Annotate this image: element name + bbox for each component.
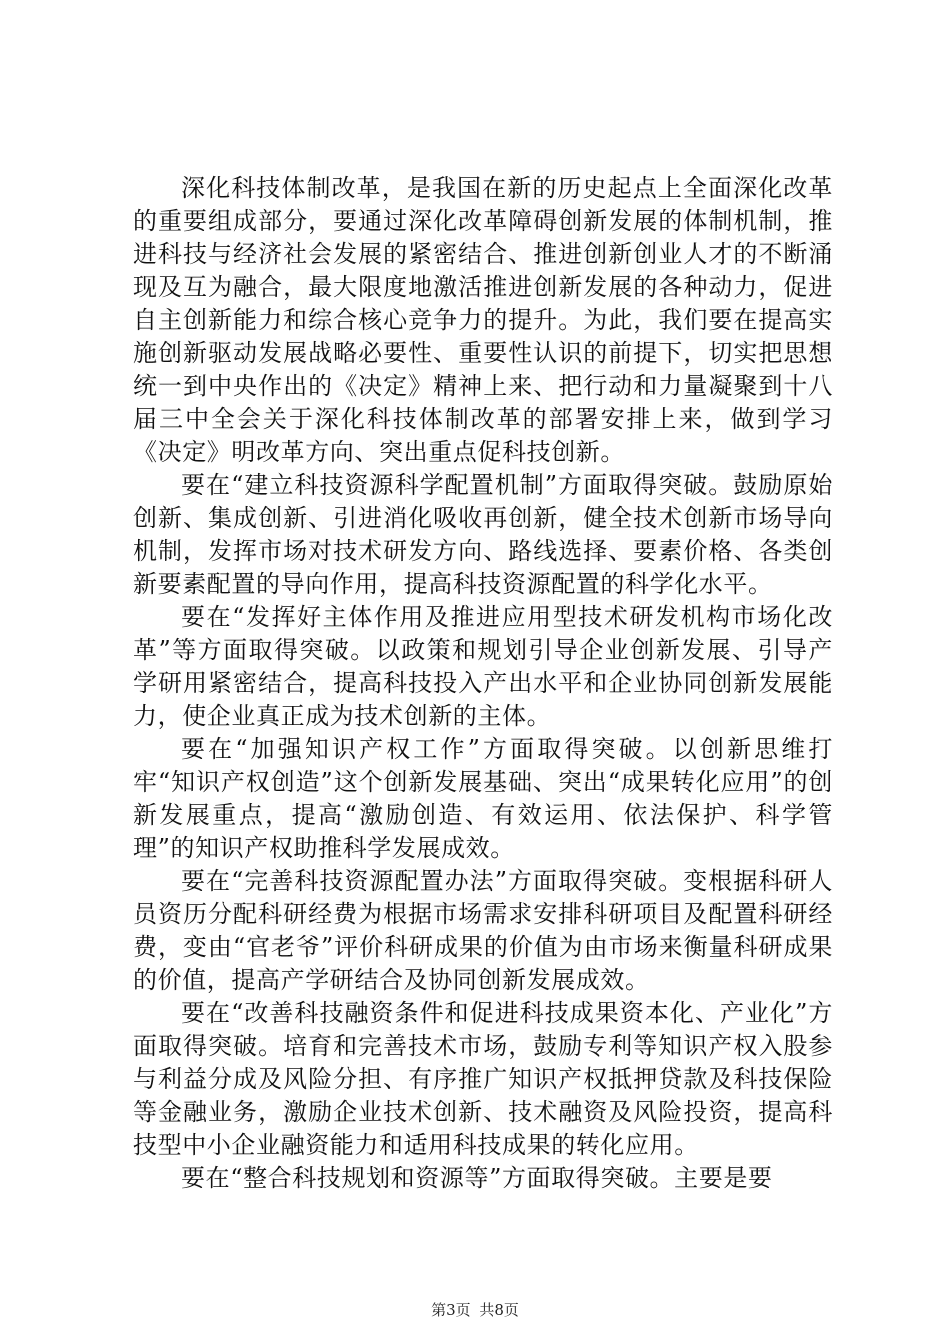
- paragraph-5: 要在“完善科技资源配置办法”方面取得突破。变根据科研人员资历分配科研经费为根据市场需求安排科研项目及配置科研经费，变由“官老爷”评价科研成果的价值为由市场来衡量科研成果的价值，提高产学研结合及协同创新发展成效。: [133, 867, 833, 994]
- paragraph-4: 要在“加强知识产权工作”方面取得突破。以创新思维打牢“知识产权创造”这个创新发展基础、突出“成果转化应用”的创新发展重点，提高“激励创造、有效运用、依法保护、科学管理”的知识产权助推科学发展成效。: [133, 735, 833, 862]
- paragraph-1: 深化科技体制改革，是我国在新的历史起点上全面深化改革的重要组成部分，要通过深化改革障碍创新发展的体制机制，推进科技与经济社会发展的紧密结合、推进创新创业人才的不断涌现及互为融合，最大限度地激活推进创新发展的各种动力，促进自主创新能力和综合核心竞争力的提升。为此，我们要在提高实施创新驱动发展战略必要性、重要性认识的前提下，切实把思想统一到中央作出的《决定》精神上来、把行动和力量凝聚到十八届三中全会关于深化科技体制改革的部署安排上来，做到学习《决定》明改革方向、突出重点促科技创新。: [133, 174, 833, 466]
- page-total: 共8页: [479, 1301, 519, 1319]
- paragraph-2: 要在“建立科技资源科学配置机制”方面取得突破。鼓励原始创新、集成创新、引进消化吸收再创新，健全技术创新市场导向机制，发挥市场对技术研发方向、路线选择、要素价格、各类创新要素配置的导向作用，提高科技资源配置的科学化水平。: [133, 471, 833, 598]
- document-body: [133, 172, 833, 1195]
- page-number: 第3页: [431, 1301, 471, 1319]
- paragraph-6: 要在“改善科技融资条件和促进科技成果资本化、产业化”方面取得突破。培育和完善技术市场，鼓励专利等知识产权入股参与利益分成及风险分担、有序推广知识产权抵押贷款及科技保险等金融业务，激励企业技术创新、技术融资及风险投资，提高科技型中小企业融资能力和适用科技成果的转化应用。: [133, 999, 833, 1159]
- page-footer: [0, 1300, 950, 1320]
- paragraph-7: 要在“整合科技规划和资源等”方面取得突破。主要是要: [181, 1164, 773, 1192]
- paragraph-3: 要在“发挥好主体作用及推进应用型技术研发机构市场化改革”等方面取得突破。以政策和规划引导企业创新发展、引导产学研用紧密结合，提高科技投入产出水平和企业协同创新发展能力，使企业真正成为技术创新的主体。: [133, 603, 833, 730]
